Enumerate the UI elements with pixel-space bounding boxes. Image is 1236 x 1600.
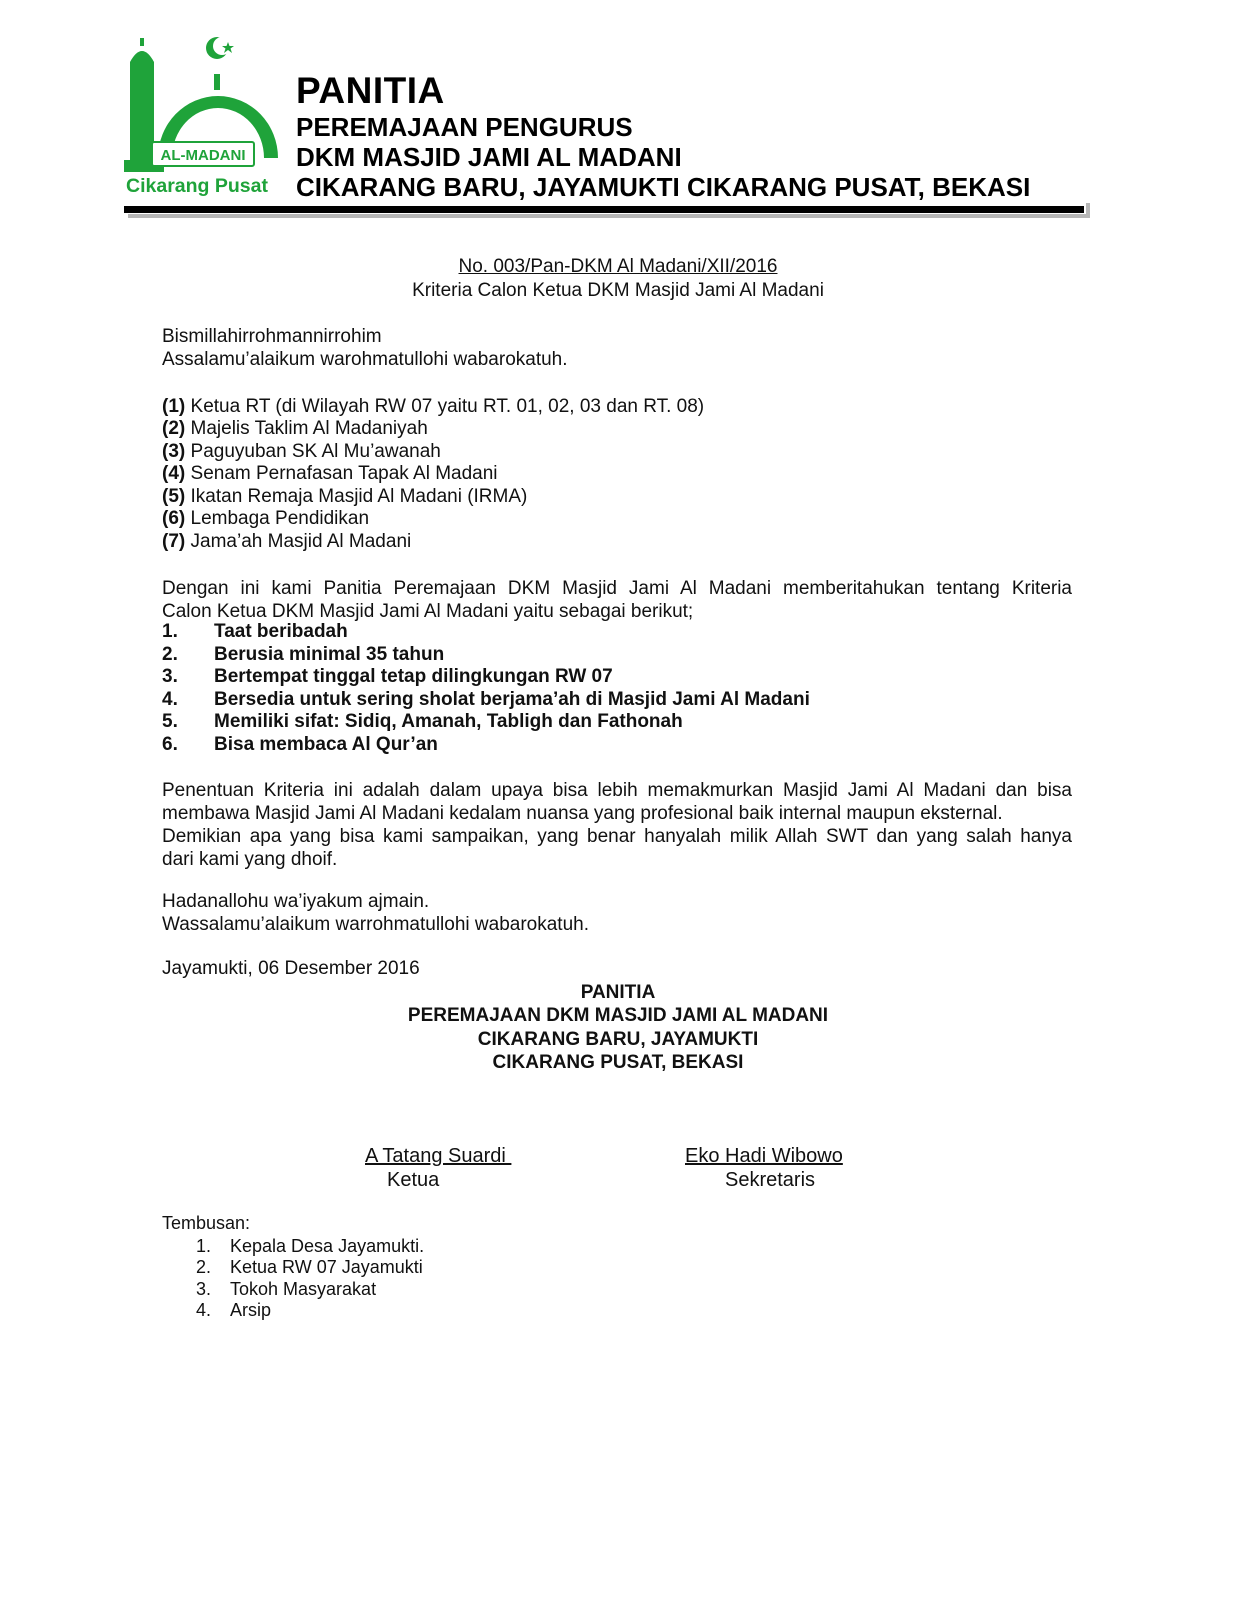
letterhead-rule-shadow	[128, 214, 1090, 218]
committee-line1: PANITIA	[580, 982, 656, 1003]
list-item: 2. Berusia minimal 35 tahun	[162, 644, 445, 665]
letterhead-line3: CIKARANG BARU, JAYAMUKTI CIKARANG PUSAT, BEKASI	[296, 172, 1031, 202]
list-item: 3. Bertempat tinggal tetap dilingkungan RW 07	[162, 666, 613, 687]
opening-basmalah: Bismillahirrohmannirrohim	[162, 326, 382, 347]
list-item: 1. Kepala Desa Jayamukti.	[196, 1236, 425, 1256]
letterhead-line1: PEREMAJAAN PENGURUS	[296, 112, 633, 142]
list-item: 4. Arsip	[196, 1300, 272, 1320]
list-item: 5. Memiliki sifat: Sidiq, Amanah, Tabligh dan Fathonah	[162, 711, 683, 732]
list-item: (5) Ikatan Remaja Masjid Al Madani (IRMA)	[162, 486, 528, 507]
list-item: (4) Senam Pernafasan Tapak Al Madani	[162, 463, 498, 484]
signature-role-chair: Ketua	[387, 1169, 440, 1191]
letterhead-rule-shadow-edge	[1086, 203, 1090, 218]
letter-number: No. 003/Pan-DKM Al Madani/XII/2016	[458, 256, 778, 277]
letterhead-line2: DKM MASJID JAMI AL MADANI	[296, 142, 682, 172]
letterhead-rule	[124, 206, 1084, 213]
committee-line2: PEREMAJAAN DKM MASJID JAMI AL MADANI	[407, 1005, 829, 1026]
list-item: 6. Bisa membaca Al Qur’an	[162, 734, 438, 755]
farewell-salam: Wassalamu’alaikum warrohmatullohi wabarokatuh.	[162, 914, 589, 935]
list-item: 1. Taat beribadah	[162, 621, 348, 642]
list-item: 4. Bersedia untuk sering sholat berjama’ah di Masjid Jami Al Madani	[162, 689, 810, 710]
list-item: 2. Ketua RW 07 Jayamukti	[196, 1257, 423, 1277]
signature-name-secretary: Eko Hadi Wibowo	[685, 1145, 843, 1167]
committee-line3: CIKARANG BARU, JAYAMUKTI	[477, 1029, 759, 1050]
tembusan-label: Tembusan:	[162, 1213, 251, 1233]
closing-line-4: dari kami yang dhoif.	[162, 849, 338, 870]
list-item: 3. Tokoh Masyarakat	[196, 1279, 377, 1299]
logo-caption: Cikarang Pusat	[126, 175, 268, 196]
list-item: (6) Lembaga Pendidikan	[162, 508, 370, 529]
intro-paragraph	[162, 577, 1072, 623]
signature-role-secretary: Sekretaris	[725, 1169, 816, 1191]
signature-name-chair: A Tatang Suardi	[365, 1145, 512, 1167]
farewell-doa: Hadanallohu wa’iyakum ajmain.	[162, 891, 430, 912]
closing-line-1: Penentuan Kriteria ini adalah dalam upaya bisa lebih memakmurkan Masjid Jami Al Madani dan bisa	[162, 780, 1072, 801]
intro-line-1: Dengan ini kami Panitia Peremajaan DKM Masjid Jami Al Madani memberitahukan tentang Kriteria	[162, 578, 1072, 599]
closing-paragraph	[162, 779, 1072, 871]
al-madani-logo	[124, 34, 286, 196]
list-item: (2) Majelis Taklim Al Madaniyah	[162, 418, 428, 439]
place-date: Jayamukti, 06 Desember 2016	[162, 958, 420, 979]
closing-line-2: membawa Masjid Jami Al Madani kedalam nuansa yang profesional baik internal maupun eksternal.	[162, 803, 1003, 824]
logo-text: AL-MADANI	[160, 147, 246, 164]
list-item: (3) Paguyuban SK Al Mu’awanah	[162, 441, 441, 462]
list-item: (1) Ketua RT (di Wilayah RW 07 yaitu RT. 01, 02, 03 dan RT. 08)	[162, 396, 705, 417]
list-item: (7) Jama’ah Masjid Al Madani	[162, 531, 412, 552]
letterhead-title: PANITIA	[296, 70, 445, 111]
intro-line-2: Calon Ketua DKM Masjid Jami Al Madani yaitu sebagai berikut;	[162, 601, 694, 622]
opening-salam: Assalamu’alaikum warohmatullohi wabarokatuh.	[162, 349, 568, 370]
committee-line4: CIKARANG PUSAT, BEKASI	[492, 1052, 744, 1073]
letter-subject: Kriteria Calon Ketua DKM Masjid Jami Al Madani	[412, 280, 824, 301]
closing-line-3: Demikian apa yang bisa kami sampaikan, yang benar hanyalah milik Allah SWT dan yang salah hanya	[162, 826, 1072, 847]
